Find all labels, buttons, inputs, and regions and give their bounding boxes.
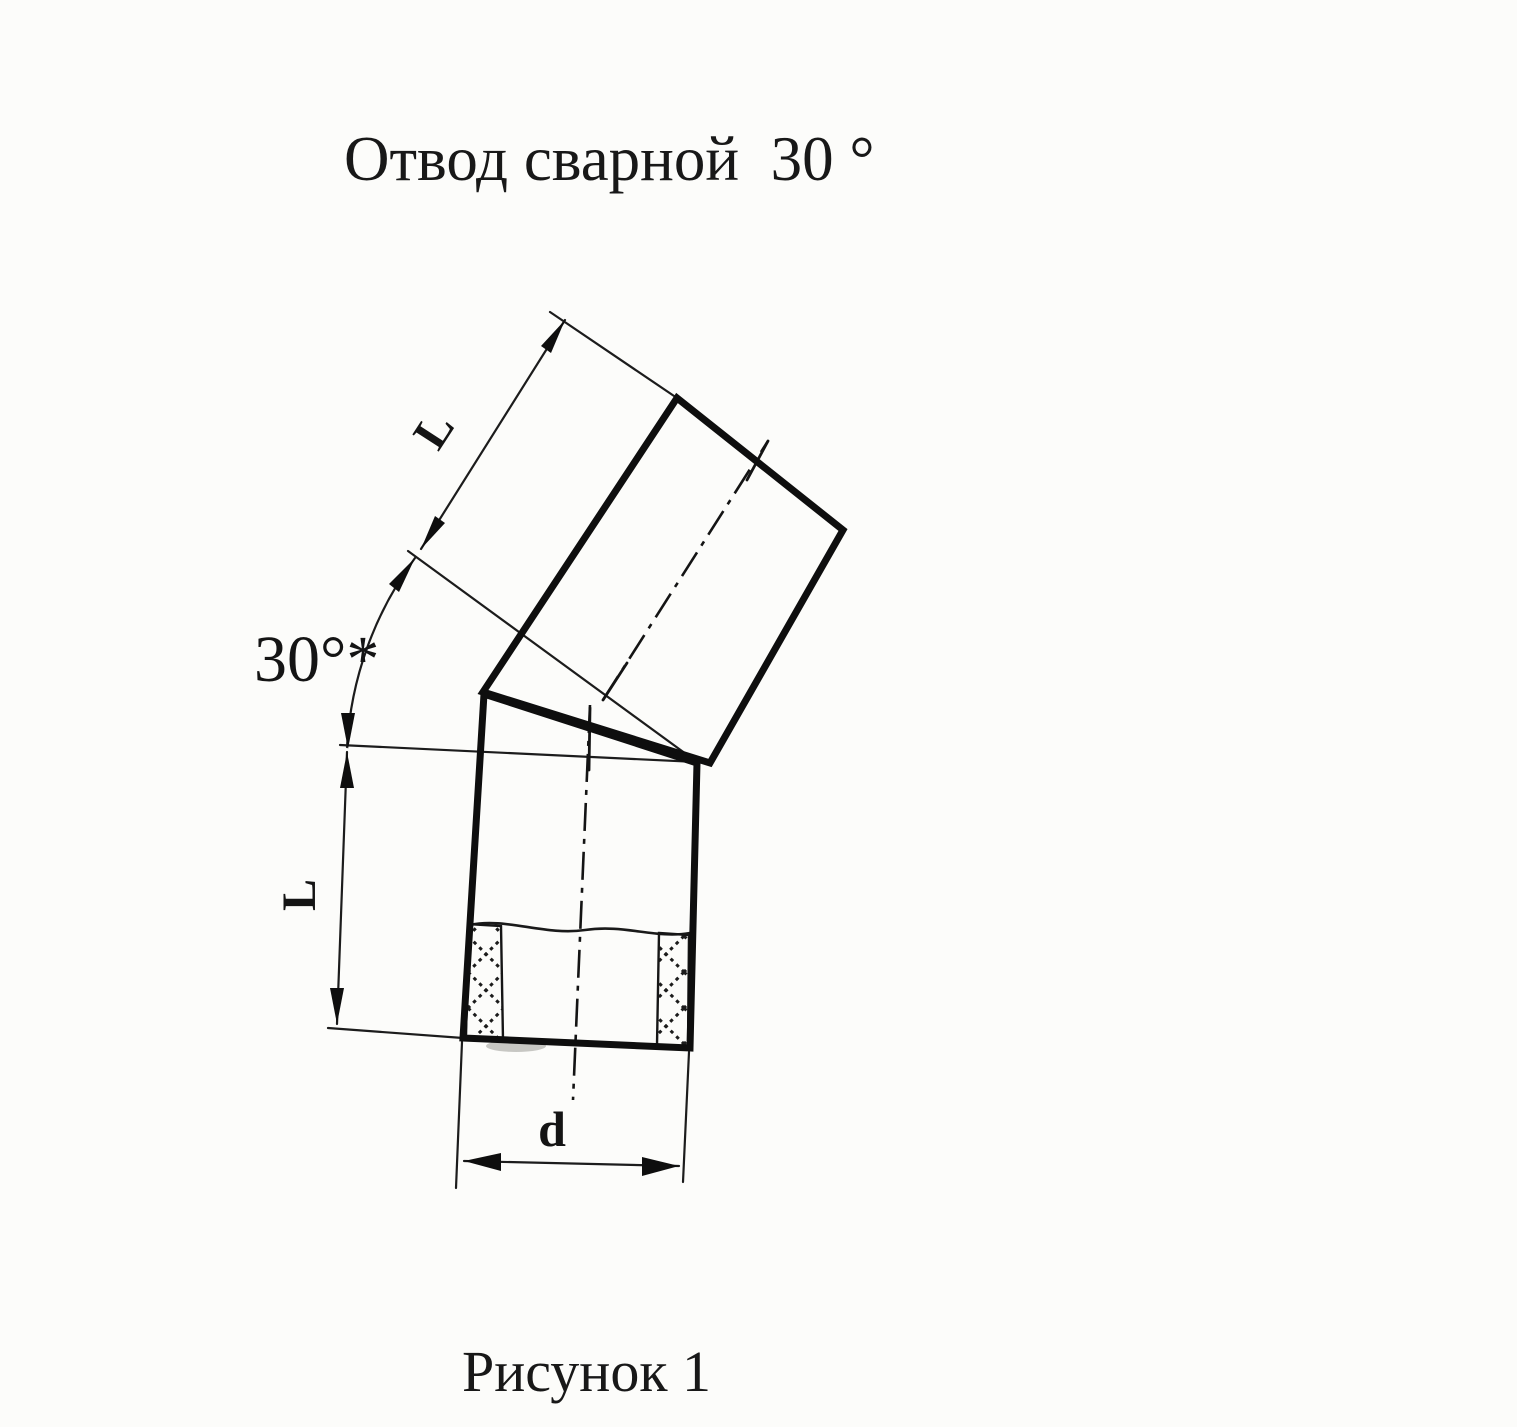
arrow-lower-L-top — [340, 752, 354, 788]
label-length-upper: L — [403, 402, 465, 459]
centerline-upper-pipe — [603, 441, 768, 700]
dimension-line-lower-L — [337, 752, 347, 1024]
extension-line-d-left — [456, 1042, 462, 1188]
centerline-tick-lower-joint — [589, 708, 590, 770]
wall-section — [466, 923, 690, 1047]
extension-line-d-right — [683, 1052, 689, 1182]
arrow-arc-top — [389, 558, 415, 592]
arrow-upper-L-bottom — [421, 516, 445, 549]
label-diameter: d — [538, 1101, 566, 1157]
dimension-lines — [328, 312, 697, 1188]
arrow-arc-bottom — [341, 713, 355, 749]
extension-line-top-face — [550, 312, 677, 398]
label-angle: 30°* — [254, 623, 380, 696]
hatched-wall-right — [657, 933, 689, 1047]
centerline-tick-upper-joint — [603, 663, 627, 700]
drawing-title: Отвод сварной 30 ° — [344, 124, 875, 194]
arrow-d-left — [464, 1153, 501, 1171]
arrow-upper-L-top — [541, 320, 565, 353]
pipe-outlines — [463, 398, 843, 1048]
arrow-lower-L-bottom — [330, 988, 344, 1024]
figure-caption: Рисунок 1 — [462, 1339, 711, 1404]
label-length-lower: L — [273, 878, 326, 912]
extension-line-lower-L — [328, 1028, 463, 1038]
arrow-d-right — [642, 1157, 679, 1176]
